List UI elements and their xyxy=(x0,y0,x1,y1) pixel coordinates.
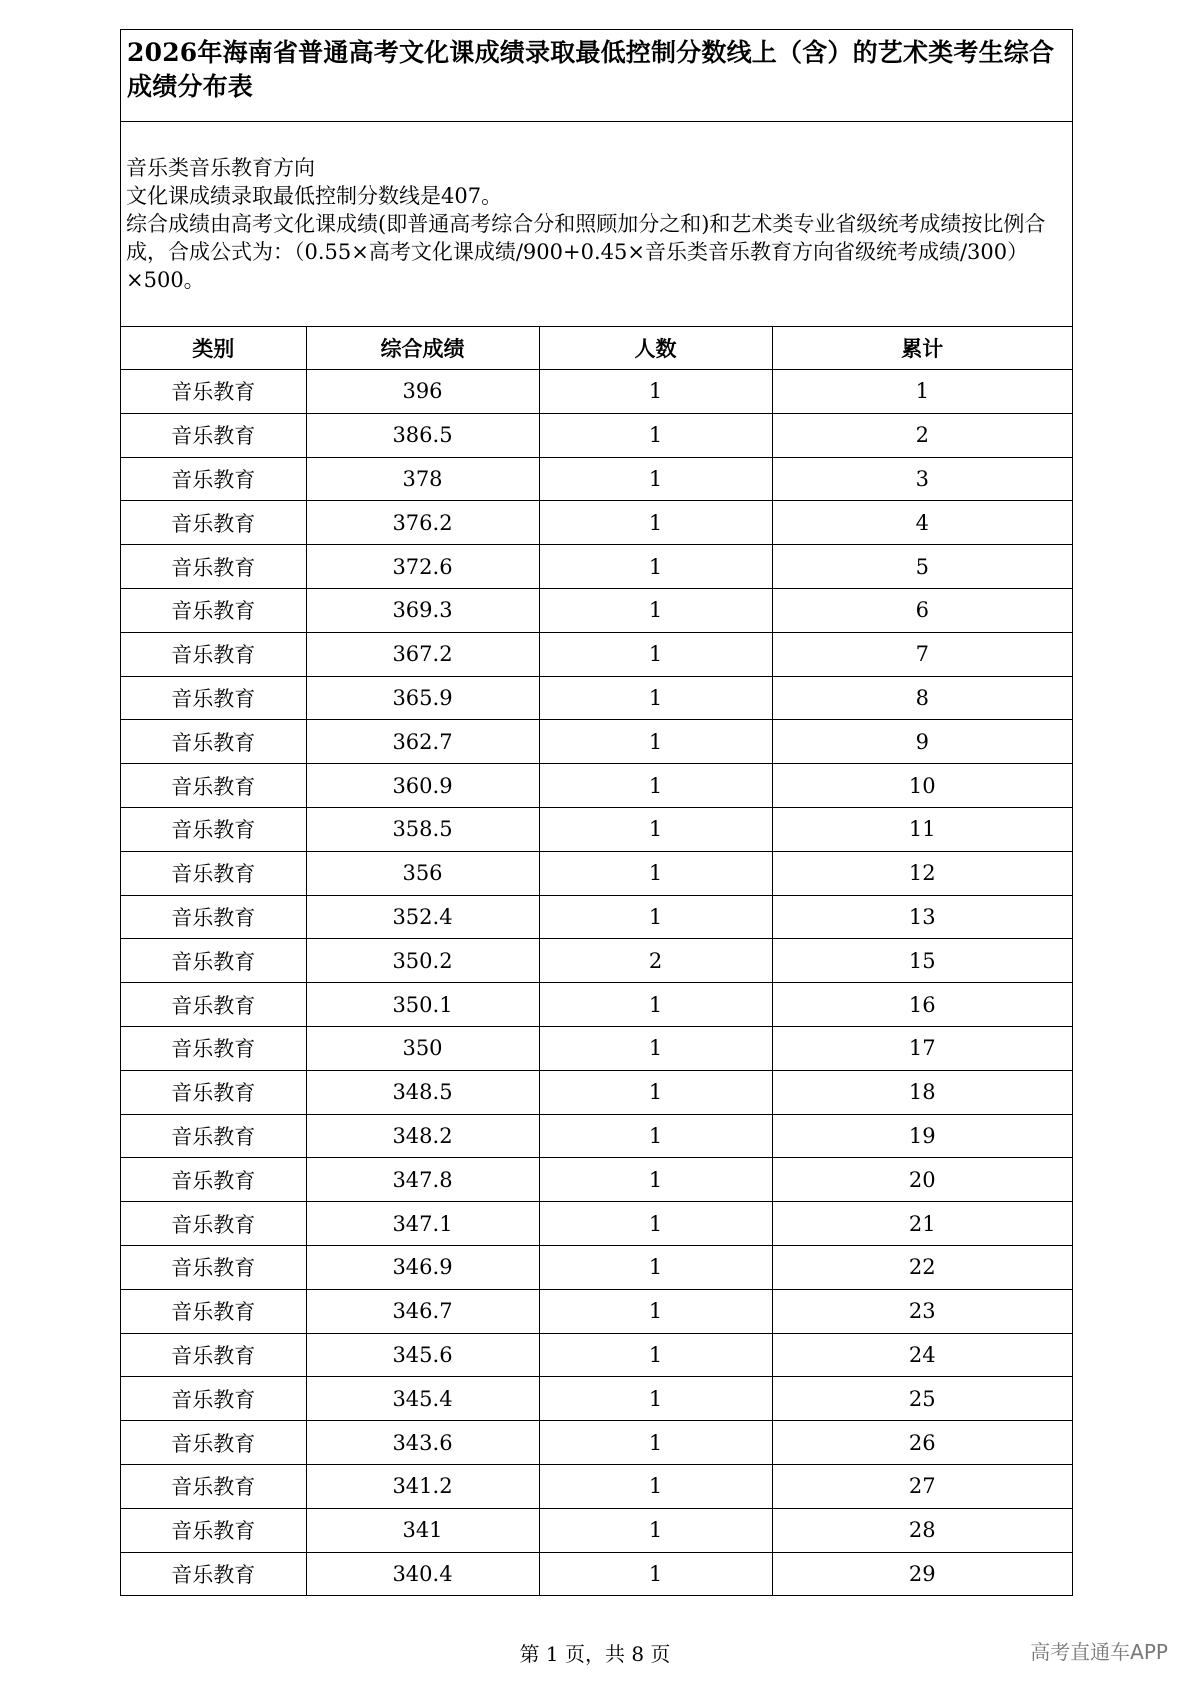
cell-score: 360.9 xyxy=(306,764,539,808)
cell-category: 音乐教育 xyxy=(121,720,306,764)
table-row xyxy=(121,545,1072,589)
cell-category: 音乐教育 xyxy=(121,764,306,808)
cell-count: 1 xyxy=(539,1377,772,1421)
cell-score: 369.3 xyxy=(306,588,539,632)
table-row xyxy=(121,1158,1072,1202)
cell-category: 音乐教育 xyxy=(121,370,306,414)
table-row xyxy=(121,1202,1072,1246)
cell-cumulative: 18 xyxy=(772,1070,1072,1114)
cell-cumulative: 2 xyxy=(772,413,1072,457)
cell-category: 音乐教育 xyxy=(121,1289,306,1333)
cell-score: 376.2 xyxy=(306,501,539,545)
cell-count: 1 xyxy=(539,457,772,501)
cell-count: 1 xyxy=(539,764,772,808)
cell-count: 1 xyxy=(539,1026,772,1070)
cell-cumulative: 28 xyxy=(772,1508,1072,1552)
cell-score: 341.2 xyxy=(306,1464,539,1508)
cell-score: 358.5 xyxy=(306,807,539,851)
cell-cumulative: 13 xyxy=(772,895,1072,939)
cell-score: 347.1 xyxy=(306,1202,539,1246)
table-row xyxy=(121,895,1072,939)
cell-count: 1 xyxy=(539,1158,772,1202)
cell-score: 345.4 xyxy=(306,1377,539,1421)
table-row xyxy=(121,983,1072,1027)
cell-cumulative: 25 xyxy=(772,1377,1072,1421)
cell-score: 372.6 xyxy=(306,545,539,589)
cell-score: 378 xyxy=(306,457,539,501)
cell-count: 1 xyxy=(539,588,772,632)
description-block xyxy=(121,122,1072,327)
cell-category: 音乐教育 xyxy=(121,1070,306,1114)
cell-score: 341 xyxy=(306,1508,539,1552)
cell-cumulative: 3 xyxy=(772,457,1072,501)
cell-score: 350.2 xyxy=(306,939,539,983)
cell-category: 音乐教育 xyxy=(121,1508,306,1552)
document-title: 2026年海南省普通高考文化课成绩录取最低控制分数线上（含）的艺术类考生综合成绩分布表 xyxy=(121,30,1072,122)
cell-cumulative: 1 xyxy=(772,370,1072,414)
cell-cumulative: 4 xyxy=(772,501,1072,545)
cell-cumulative: 24 xyxy=(772,1333,1072,1377)
cell-category: 音乐教育 xyxy=(121,1421,306,1465)
cell-category: 音乐教育 xyxy=(121,939,306,983)
cell-cumulative: 21 xyxy=(772,1202,1072,1246)
cell-cumulative: 19 xyxy=(772,1114,1072,1158)
category-line: 音乐类音乐教育方向 xyxy=(126,156,315,180)
header-category: 类别 xyxy=(121,327,306,370)
table-row xyxy=(121,1026,1072,1070)
cell-category: 音乐教育 xyxy=(121,676,306,720)
cell-score: 350.1 xyxy=(306,983,539,1027)
cell-category: 音乐教育 xyxy=(121,895,306,939)
cell-category: 音乐教育 xyxy=(121,501,306,545)
cell-count: 1 xyxy=(539,1421,772,1465)
table-row xyxy=(121,588,1072,632)
cell-category: 音乐教育 xyxy=(121,1245,306,1289)
cell-score: 346.9 xyxy=(306,1245,539,1289)
cell-cumulative: 8 xyxy=(772,676,1072,720)
cell-cumulative: 20 xyxy=(772,1158,1072,1202)
table-row xyxy=(121,1114,1072,1158)
cell-category: 音乐教育 xyxy=(121,983,306,1027)
page-footer: 第 1 页，共 8 页 xyxy=(519,1642,671,1666)
cell-score: 367.2 xyxy=(306,632,539,676)
cell-category: 音乐教育 xyxy=(121,1158,306,1202)
header-cumulative: 累计 xyxy=(772,327,1072,370)
cell-cumulative: 12 xyxy=(772,851,1072,895)
cell-score: 347.8 xyxy=(306,1158,539,1202)
table-row xyxy=(121,1464,1072,1508)
table-row xyxy=(121,457,1072,501)
cell-count: 1 xyxy=(539,1464,772,1508)
header-score: 综合成绩 xyxy=(306,327,539,370)
cell-cumulative: 15 xyxy=(772,939,1072,983)
table-row xyxy=(121,720,1072,764)
table-row xyxy=(121,764,1072,808)
cell-score: 343.6 xyxy=(306,1421,539,1465)
cell-score: 346.7 xyxy=(306,1289,539,1333)
header-count: 人数 xyxy=(539,327,772,370)
cell-count: 1 xyxy=(539,413,772,457)
table-row xyxy=(121,1333,1072,1377)
cell-category: 音乐教育 xyxy=(121,632,306,676)
cell-count: 1 xyxy=(539,1202,772,1246)
cell-cumulative: 23 xyxy=(772,1289,1072,1333)
table-row xyxy=(121,1377,1072,1421)
table-row xyxy=(121,632,1072,676)
cell-cumulative: 27 xyxy=(772,1464,1072,1508)
cell-cumulative: 11 xyxy=(772,807,1072,851)
watermark: 高考直通车APP xyxy=(1030,1640,1168,1664)
cell-category: 音乐教育 xyxy=(121,457,306,501)
cell-category: 音乐教育 xyxy=(121,588,306,632)
score-distribution-sheet xyxy=(120,29,1073,1596)
cell-cumulative: 7 xyxy=(772,632,1072,676)
cell-count: 1 xyxy=(539,720,772,764)
table-row xyxy=(121,501,1072,545)
cell-score: 356 xyxy=(306,851,539,895)
cell-count: 1 xyxy=(539,370,772,414)
cell-count: 1 xyxy=(539,676,772,720)
cell-score: 340.4 xyxy=(306,1552,539,1595)
cell-score: 362.7 xyxy=(306,720,539,764)
cell-category: 音乐教育 xyxy=(121,545,306,589)
cell-category: 音乐教育 xyxy=(121,851,306,895)
table-row xyxy=(121,1070,1072,1114)
cell-category: 音乐教育 xyxy=(121,1026,306,1070)
cell-count: 2 xyxy=(539,939,772,983)
table-row xyxy=(121,1508,1072,1552)
cell-cumulative: 5 xyxy=(772,545,1072,589)
cell-score: 365.9 xyxy=(306,676,539,720)
cell-category: 音乐教育 xyxy=(121,1333,306,1377)
cell-count: 1 xyxy=(539,545,772,589)
cell-count: 1 xyxy=(539,1114,772,1158)
table-row xyxy=(121,370,1072,414)
cell-cumulative: 10 xyxy=(772,764,1072,808)
cell-count: 1 xyxy=(539,807,772,851)
cell-score: 350 xyxy=(306,1026,539,1070)
table-row xyxy=(121,1552,1072,1595)
cell-count: 1 xyxy=(539,1508,772,1552)
cell-count: 1 xyxy=(539,1070,772,1114)
cell-count: 1 xyxy=(539,983,772,1027)
min-score-line: 文化课成绩录取最低控制分数线是407。 xyxy=(126,184,503,208)
cell-count: 1 xyxy=(539,895,772,939)
cell-cumulative: 22 xyxy=(772,1245,1072,1289)
table-row xyxy=(121,676,1072,720)
cell-count: 1 xyxy=(539,1289,772,1333)
cell-cumulative: 6 xyxy=(772,588,1072,632)
formula-line: 综合成绩由高考文化课成绩(即普通高考综合分和照顾加分之和)和艺术类专业省级统考成绩按比例合成，合成公式为：（0.55×高考文化课成绩/900+0.45×音乐类音乐教育方向省级统考成绩/300）×500。 xyxy=(126,212,1046,292)
cell-score: 348.5 xyxy=(306,1070,539,1114)
cell-score: 386.5 xyxy=(306,413,539,457)
cell-count: 1 xyxy=(539,1333,772,1377)
cell-cumulative: 26 xyxy=(772,1421,1072,1465)
table-row xyxy=(121,851,1072,895)
cell-score: 396 xyxy=(306,370,539,414)
cell-count: 1 xyxy=(539,501,772,545)
table-row xyxy=(121,939,1072,983)
cell-category: 音乐教育 xyxy=(121,413,306,457)
cell-category: 音乐教育 xyxy=(121,807,306,851)
cell-count: 1 xyxy=(539,632,772,676)
cell-cumulative: 29 xyxy=(772,1552,1072,1595)
cell-category: 音乐教育 xyxy=(121,1114,306,1158)
table-row xyxy=(121,807,1072,851)
table-row xyxy=(121,1289,1072,1333)
cell-score: 345.6 xyxy=(306,1333,539,1377)
cell-count: 1 xyxy=(539,1245,772,1289)
table-body xyxy=(121,370,1072,1596)
cell-category: 音乐教育 xyxy=(121,1464,306,1508)
table-header-row xyxy=(121,327,1072,370)
cell-score: 352.4 xyxy=(306,895,539,939)
cell-score: 348.2 xyxy=(306,1114,539,1158)
table-row xyxy=(121,1245,1072,1289)
cell-category: 音乐教育 xyxy=(121,1202,306,1246)
cell-cumulative: 9 xyxy=(772,720,1072,764)
cell-cumulative: 17 xyxy=(772,1026,1072,1070)
cell-count: 1 xyxy=(539,1552,772,1595)
cell-count: 1 xyxy=(539,851,772,895)
cell-category: 音乐教育 xyxy=(121,1552,306,1595)
table-row xyxy=(121,413,1072,457)
cell-category: 音乐教育 xyxy=(121,1377,306,1421)
cell-cumulative: 16 xyxy=(772,983,1072,1027)
table-row xyxy=(121,1421,1072,1465)
score-table xyxy=(121,327,1072,1595)
